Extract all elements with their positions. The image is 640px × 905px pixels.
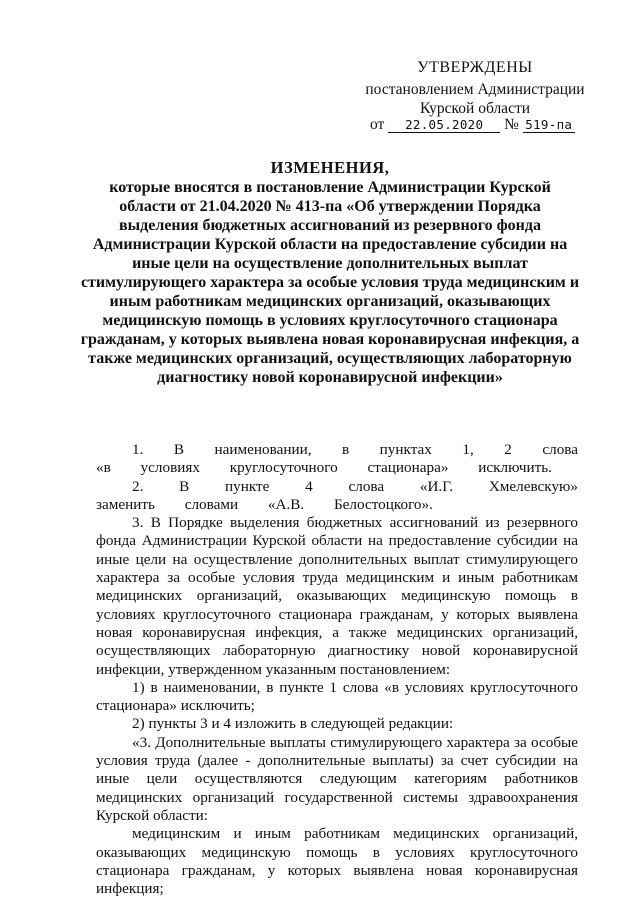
paragraph-2: 2. В пункте 4 слова «И.Г. Хмелевскую» заменить словами «А.В. Белостоцкого». [96, 477, 578, 513]
approval-block [360, 58, 590, 118]
paragraph-6: «3. Дополнительные выплаты стимулирующего характера за особые условия труда (далее - дополнительные выплаты) за счет субсидии на иные цели осуществляются следующим категориям работников медицинских организаций государственной системы здравоохранения Курской области: [96, 733, 578, 824]
title-main: ИЗМЕНЕНИЯ, [270, 158, 390, 177]
approval-date-row [370, 116, 600, 134]
title-subtitle: которые вносятся в постановление Администрации Курской области от 21.04.2020 № 413-па «Об утверждении Порядка выделения бюджетных ассигнований из резервного фонда Администрации Курской области на предоставление субсидии на иные цели на осуществление дополнительных выплат стимулирующего характера за особые условия труда медицинским и иным работникам медицинских организаций, оказывающих медицинскую помощь в условиях круглосуточного стационара гражданам, у которых выявлена новая коронавирусная инфекция, а также медицинских организаций, осуществляющих лабораторную диагностику новой коронавирусной инфекции» [80, 179, 580, 386]
number-prefix: № [504, 116, 519, 133]
document-title [80, 158, 580, 387]
paragraph-4: 1) в наименовании, в пункте 1 слова «в условиях круглосуточного стационара» исключить; [96, 678, 578, 715]
approval-line-1: постановлением Администрации [365, 81, 585, 98]
paragraph-1: 1. В наименовании, в пунктах 1, 2 слова «в условиях круглосуточного стационара» исключить. [96, 441, 578, 477]
approval-line-2: Курской области [419, 100, 531, 117]
document-body [96, 441, 578, 898]
approval-number: 519-па [523, 117, 575, 133]
approval-date: 22.05.2020 [388, 117, 500, 133]
approval-heading: УТВЕРЖДЕНЫ [417, 59, 533, 76]
paragraph-5: 2) пункты 3 и 4 изложить в следующей редакции: [132, 715, 454, 733]
paragraph-3: 3. В Порядке выделения бюджетных ассигнований из резервного фонда Администрации Курской области на предоставление субсидии на иные цели на осуществление дополнительных выплат стимулирующего характера за особые условия труда медицинским и иным работникам медицинских организаций, оказывающих медицинскую помощь в условиях круглосуточного стационара гражданам, у которых выявлена новая коронавирусная инфекция, а также медицинских организаций, осуществляющих лабораторную диагностику новой коронавирусной инфекции, утвержденном указанным постановлением: [96, 514, 578, 678]
date-prefix: от [370, 116, 385, 133]
paragraph-7: медицинским и иным работникам медицинских организаций, оказывающих медицинскую помощь в условиях круглосуточного стационара гражданам, у которых выявлена новая коронавирусная инфекция; [96, 825, 578, 898]
